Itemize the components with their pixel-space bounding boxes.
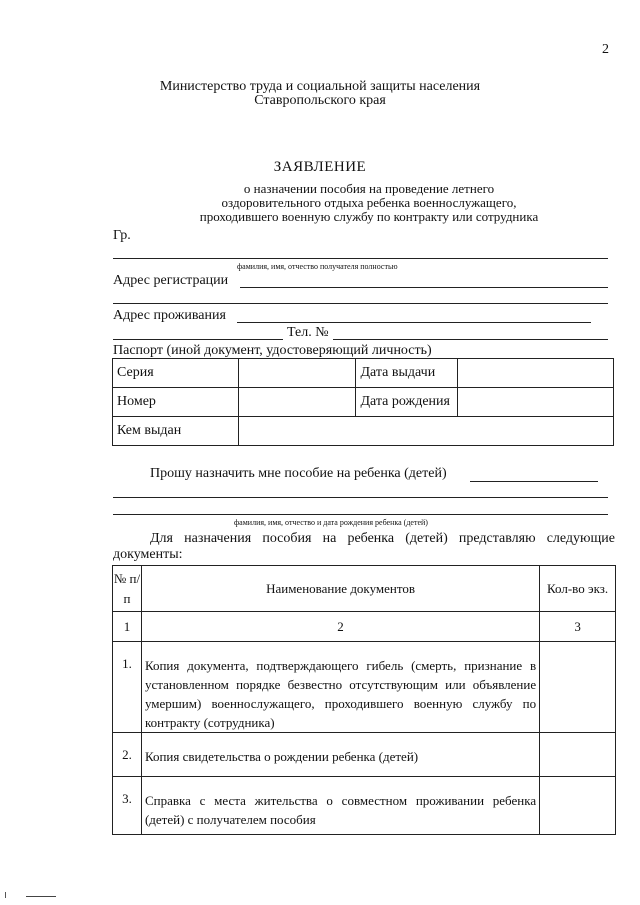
scan-mark	[26, 896, 56, 897]
registration-label: Адрес регистрации	[113, 273, 229, 288]
table-row	[113, 733, 616, 777]
number-label: Номер	[113, 388, 239, 417]
citizen-hint: фамилия, имя, отчество получателя полностью	[237, 262, 398, 271]
documents-intro: Для назначения пособия на ребенка (детей) представляю следующие	[150, 531, 615, 546]
row-number: 3.	[113, 777, 142, 835]
row-number: 2.	[113, 733, 142, 777]
column-number-2: 2	[141, 612, 539, 642]
documents-table	[112, 565, 616, 835]
registration-field[interactable]	[240, 287, 608, 288]
document-count[interactable]	[540, 777, 616, 835]
column-number-3: 3	[540, 612, 616, 642]
residence-field-extra[interactable]	[113, 339, 283, 340]
document-name: Копия свидетельства о рождении ребенка (детей)	[141, 733, 539, 777]
residence-field[interactable]	[237, 322, 591, 323]
citizen-label: Гр.	[113, 228, 131, 243]
header-name: Наименование документов	[141, 566, 539, 612]
scan-tick	[5, 892, 12, 898]
document-title: ЗАЯВЛЕНИЕ	[273, 159, 367, 175]
passport-table	[112, 358, 614, 446]
header-num: № п/п	[113, 566, 142, 612]
birth-date-field[interactable]	[458, 388, 614, 417]
number-field[interactable]	[238, 388, 356, 417]
subtitle-line-2: оздоровительного отдыха ребенка военнослужащего,	[221, 195, 517, 210]
phone-label: Тел. №	[287, 325, 329, 340]
page-number: 2	[602, 42, 609, 57]
header-count: Кол-во экз.	[540, 566, 616, 612]
registration-field-extra[interactable]	[113, 303, 608, 304]
table-row	[113, 642, 616, 733]
document-name: Копия документа, подтверждающего гибель (смерть, признание в установленном порядке безвестно отсутствующим или объявление умершим) военнослужащего, проходившего военную службу по контракту (сотрудника)	[141, 642, 539, 733]
series-field[interactable]	[238, 359, 356, 388]
child-field-3[interactable]	[113, 514, 608, 515]
residence-label: Адрес проживания	[113, 308, 226, 323]
passport-label: Паспорт (иной документ, удостоверяющий личность)	[113, 343, 432, 358]
child-field-2[interactable]	[113, 497, 608, 498]
issue-date-field[interactable]	[458, 359, 614, 388]
series-label: Серия	[113, 359, 239, 388]
documents-intro-cont: документы:	[113, 547, 183, 562]
request-text: Прошу назначить мне пособие на ребенка (детей)	[150, 466, 447, 481]
subtitle-line-3: проходившего военную службу по контракту или сотрудника	[199, 209, 539, 224]
issue-date-label: Дата выдачи	[356, 359, 458, 388]
issued-by-label: Кем выдан	[113, 417, 239, 446]
ministry-name: Министерство труда и социальной защиты населения	[159, 79, 481, 94]
row-number: 1.	[113, 642, 142, 733]
phone-field[interactable]	[333, 339, 608, 340]
document-count[interactable]	[540, 733, 616, 777]
region-name: Ставропольского края	[254, 93, 386, 108]
table-row	[113, 777, 616, 835]
child-hint: фамилия, имя, отчество и дата рождения ребенка (детей)	[234, 518, 428, 527]
birth-date-label: Дата рождения	[356, 388, 458, 417]
citizen-name-field[interactable]	[113, 258, 608, 259]
document-count[interactable]	[540, 642, 616, 733]
issued-by-field[interactable]	[238, 417, 613, 446]
column-number-1: 1	[113, 612, 142, 642]
subtitle-line-1: о назначении пособия на проведение летнего	[243, 181, 495, 196]
document-name: Справка с места жительства о совместном проживании ребенка (детей) с получателем пособия	[141, 777, 539, 835]
child-field[interactable]	[470, 481, 598, 482]
